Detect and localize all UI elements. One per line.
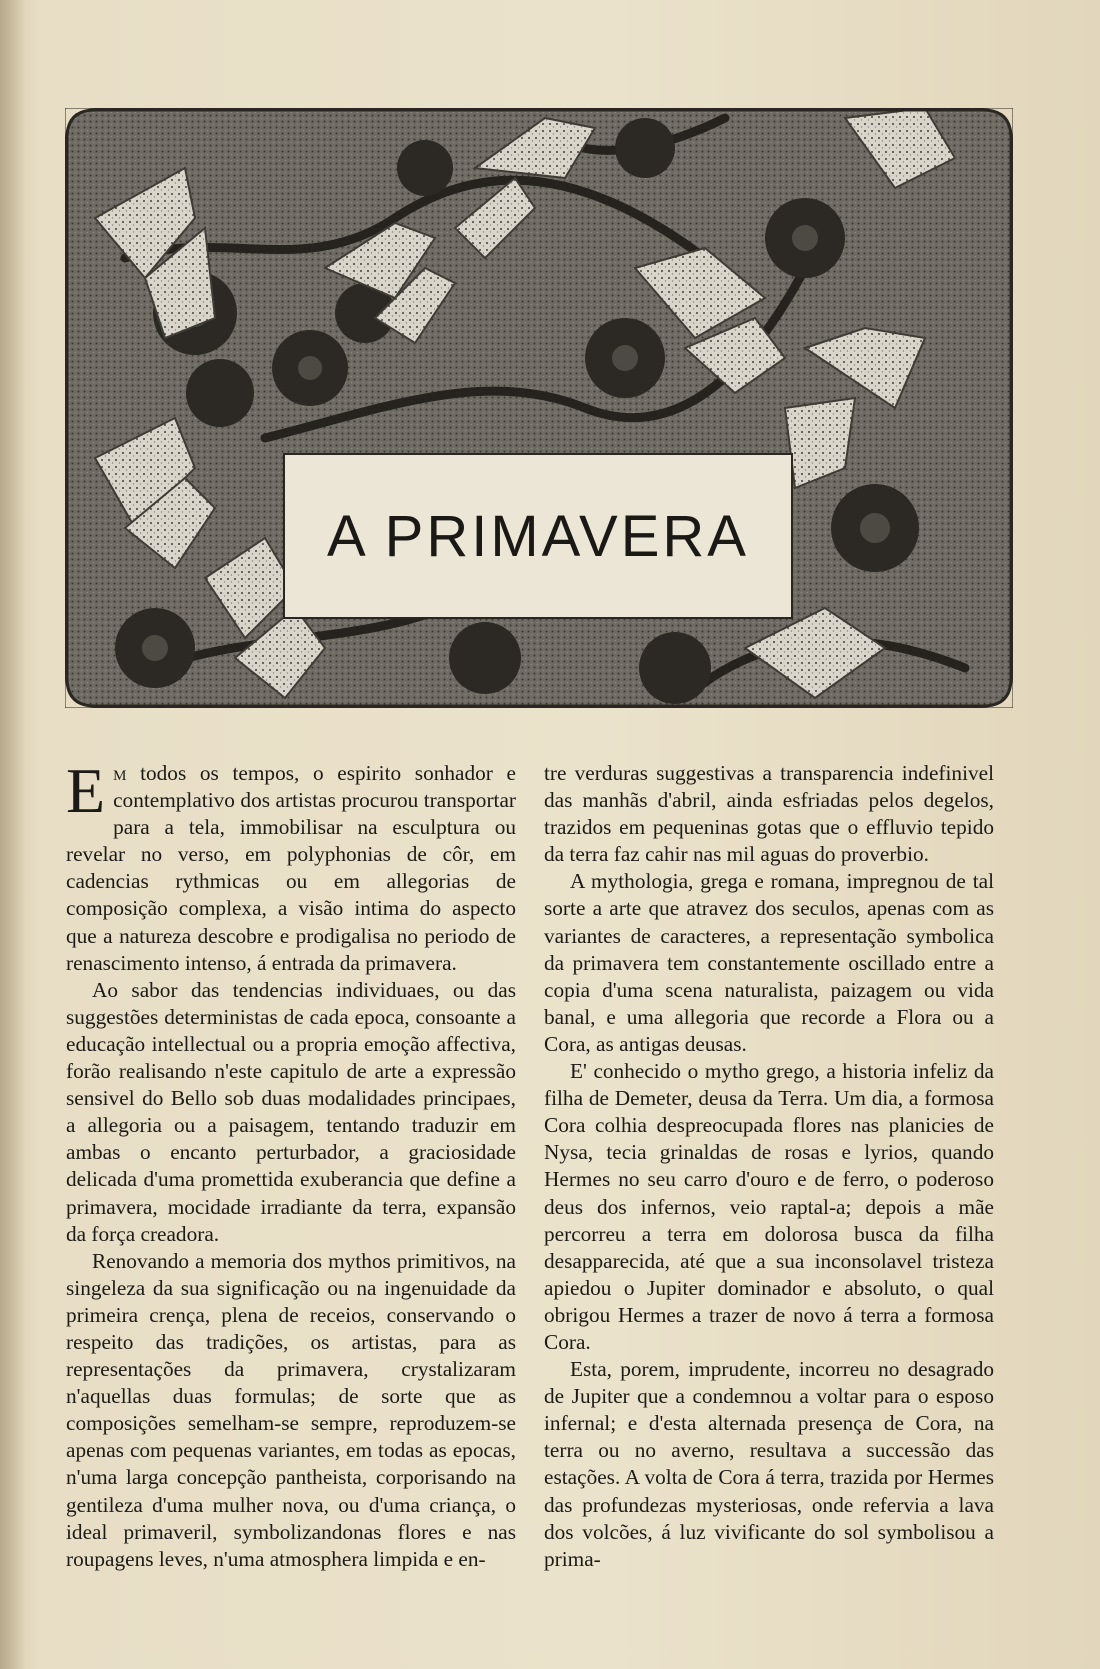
right-column	[544, 760, 994, 1573]
article-title: A PRIMAVERA	[327, 503, 749, 569]
header-illustration	[65, 108, 1013, 708]
title-box	[283, 453, 793, 619]
continued-paragraph: tre verduras suggestivas a transparencia indefinivel das manhãs d'abril, ainda esfriadas pelos degelos, trazidos em pequeninas gotas que o effluvio tepido da terra faz cahir nas mil aguas do proverbio.	[544, 761, 994, 867]
paragraph: E' conhecido o mytho grego, a historia infeliz da filha de Demeter, deusa da Terra. Um dia, a formosa Cora colhia despreocupada flores nas planicies de Nysa, tecia grinaldas de rosas e lyrios, quando Hermes no seu carro d'ouro e de ferro, o poderoso deus dos infernos, veio raptal-a; depois a mãe percorreu a terra em dolorosa busca da filha desapparecida, até que a sua inconsolavel tristeza apiedou o Jupiter dominador e absoluto, o qual obrigou Hermes a trazer de novo á terra a formosa Cora.	[544, 1059, 994, 1354]
paragraph: Esta, porem, imprudente, incorreu no desagrado de Jupiter que a condemnou a voltar para o esposo infernal; e d'esta alternada presença de Cora, na terra ou no averno, resultava a successão das estações. A volta de Cora á terra, trazida por Hermes das profundezas mysteriosas, onde refervia a lava dos volcões, á luz vivificante do sol symbolisou a prima-	[544, 1357, 994, 1571]
paragraph: Renovando a memoria dos mythos primitivos, na singeleza da sua significação ou na ingenuidade da primeira crença, plena de receios, conservando o respeito das tradições, os artistas, para as representações da primavera, crystalizaram n'aquellas duas formulas; de sorte que as composições semelham-se sempre, reproduzem-se apenas com pequenas variantes, em todas as epocas, n'uma larga concepção pantheista, corporisando na gentileza d'uma mulher nova, ou d'uma criança, o ideal primaveril, symbolizandonas flores e nas roupagens leves, n'uma atmosphera limpida e en-	[66, 1248, 516, 1571]
paragraph: A mythologia, grega e romana, impregnou de tal sorte a arte que atravez dos seculos, apenas com as variantes de caracteres, a representação symbolica da primavera tem constantemente oscillado entre a copia d'uma scena naturalista, paizagem ou vida banal, e uma allegoria que recorde a Flora ou a Cora, as antigas deusas.	[544, 869, 994, 1056]
first-word-rest: m	[113, 761, 127, 785]
first-paragraph	[66, 755, 516, 977]
paragraph: Ao sabor das tendencias individuaes, ou das suggestões deterministas de cada epoca, consoante a educação intellectual ou a propria emoção affectiva, forão realisando n'este capitulo de arte a expressão sensivel do Bello sob duas modalidades principaes, a allegoria ou a paisagem, tentando traduzir em ambas o encanto perturbador, a graciosidade delicada d'uma promettida exuberancia que define a primavera, mocidade irradiante da terra, expansão da força creadora.	[66, 977, 516, 1246]
paragraph-text: todos os tempos, o espirito sonhador e contemplativo dos artistas procurou transportar para a tela, immobilisar na esculptura ou revelar no verso, em polyphonias de côr, em cadencias rythmicas ou em allegorias de composição complexa, a visão intima do aspecto que a natureza descobre e prodigalisa no periodo de renascimento intenso, á entrada da primavera.	[66, 761, 516, 975]
drop-cap: E	[66, 755, 106, 826]
left-column	[66, 755, 516, 1573]
gutter-shadow	[0, 0, 26, 1669]
